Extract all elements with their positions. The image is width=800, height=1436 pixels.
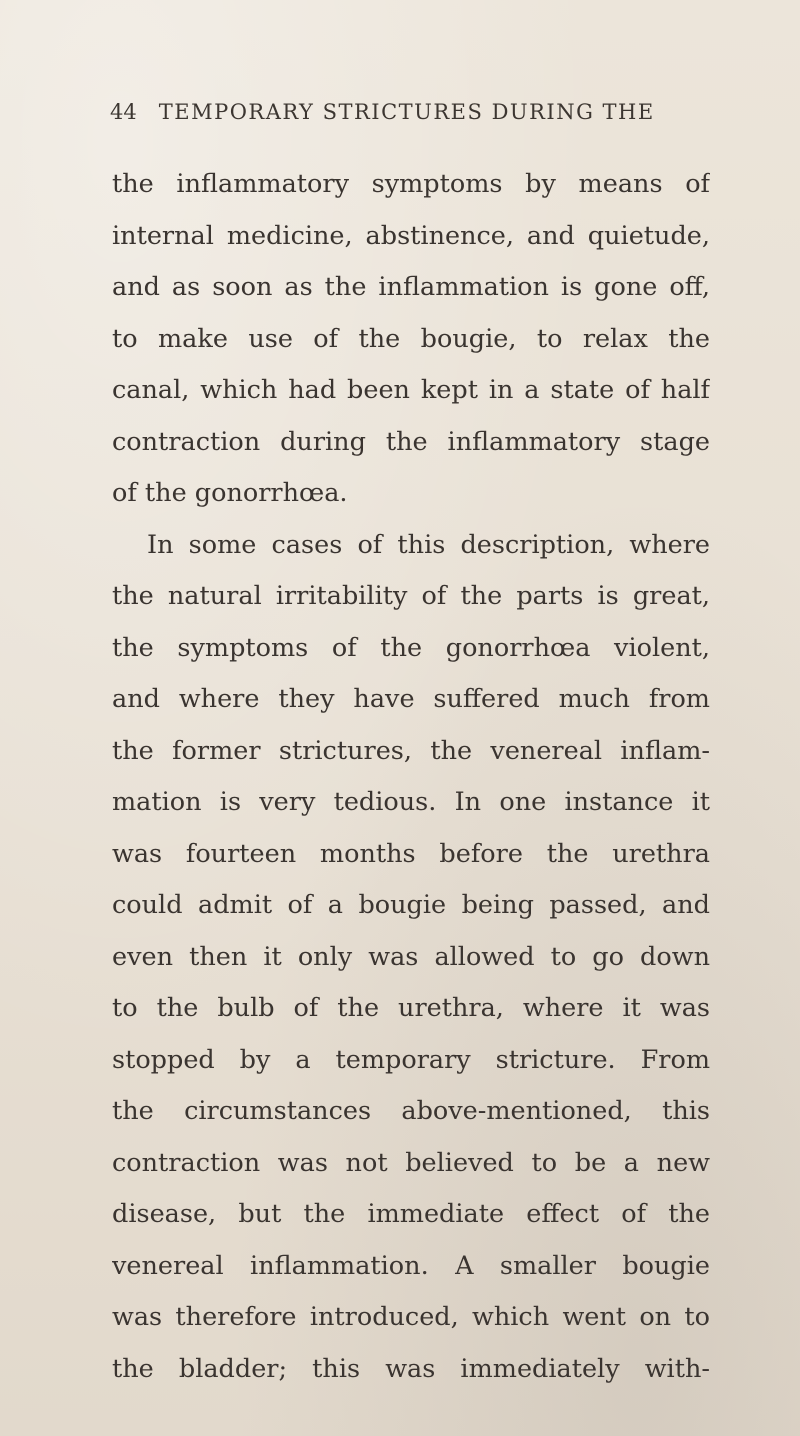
text-line: was fourteen months before the urethra [112, 838, 710, 869]
text-line: disease, but the immediate effect of the [112, 1199, 710, 1229]
text-line: was therefore introduced, which went on to [112, 1302, 710, 1332]
text-line: the circumstances above-mentioned, this [112, 1096, 710, 1126]
text-line: could admit of a bougie being passed, and [112, 890, 710, 920]
text-line: the former strictures, the venereal inflam- [112, 735, 710, 766]
running-head [110, 100, 710, 124]
text-line: contraction was not believed to be a new [112, 1147, 710, 1178]
page-number: 44 [110, 100, 137, 124]
text-line: and where they have suffered much from [112, 684, 710, 714]
text-line: mation is very tedious. In one instance it [112, 787, 710, 817]
text-line: internal medicine, abstinence, and quietude, [112, 220, 710, 251]
running-head-title: TEMPORARY STRICTURES DURING THE [158, 100, 655, 124]
text-line: venereal inflammation. A smaller bougie [112, 1250, 710, 1281]
text-line: the bladder; this was immediately with- [112, 1353, 710, 1384]
paragraph-start-line: In some cases of this description, where [147, 529, 710, 560]
text-line: even then it only was allowed to go down [112, 941, 710, 972]
text-line: stopped by a temporary stricture. From [112, 1044, 710, 1075]
body-text [112, 159, 710, 1395]
text-line: the symptoms of the gonorrhœa violent, [112, 632, 710, 663]
text-line: the inflammatory symptoms by means of [112, 169, 710, 199]
text-line: contraction during the inflammatory stage [112, 426, 710, 457]
text-line: to the bulb of the urethra, where it was [112, 993, 710, 1023]
text-line: to make use of the bougie, to relax the [112, 323, 710, 354]
text-line: canal, which had been kept in a state of half [112, 375, 710, 405]
text-line: the natural irritability of the parts is great, [112, 581, 710, 611]
text-line: and as soon as the inflammation is gone off, [112, 272, 710, 302]
text-line: of the gonorrhœa. [112, 478, 348, 508]
